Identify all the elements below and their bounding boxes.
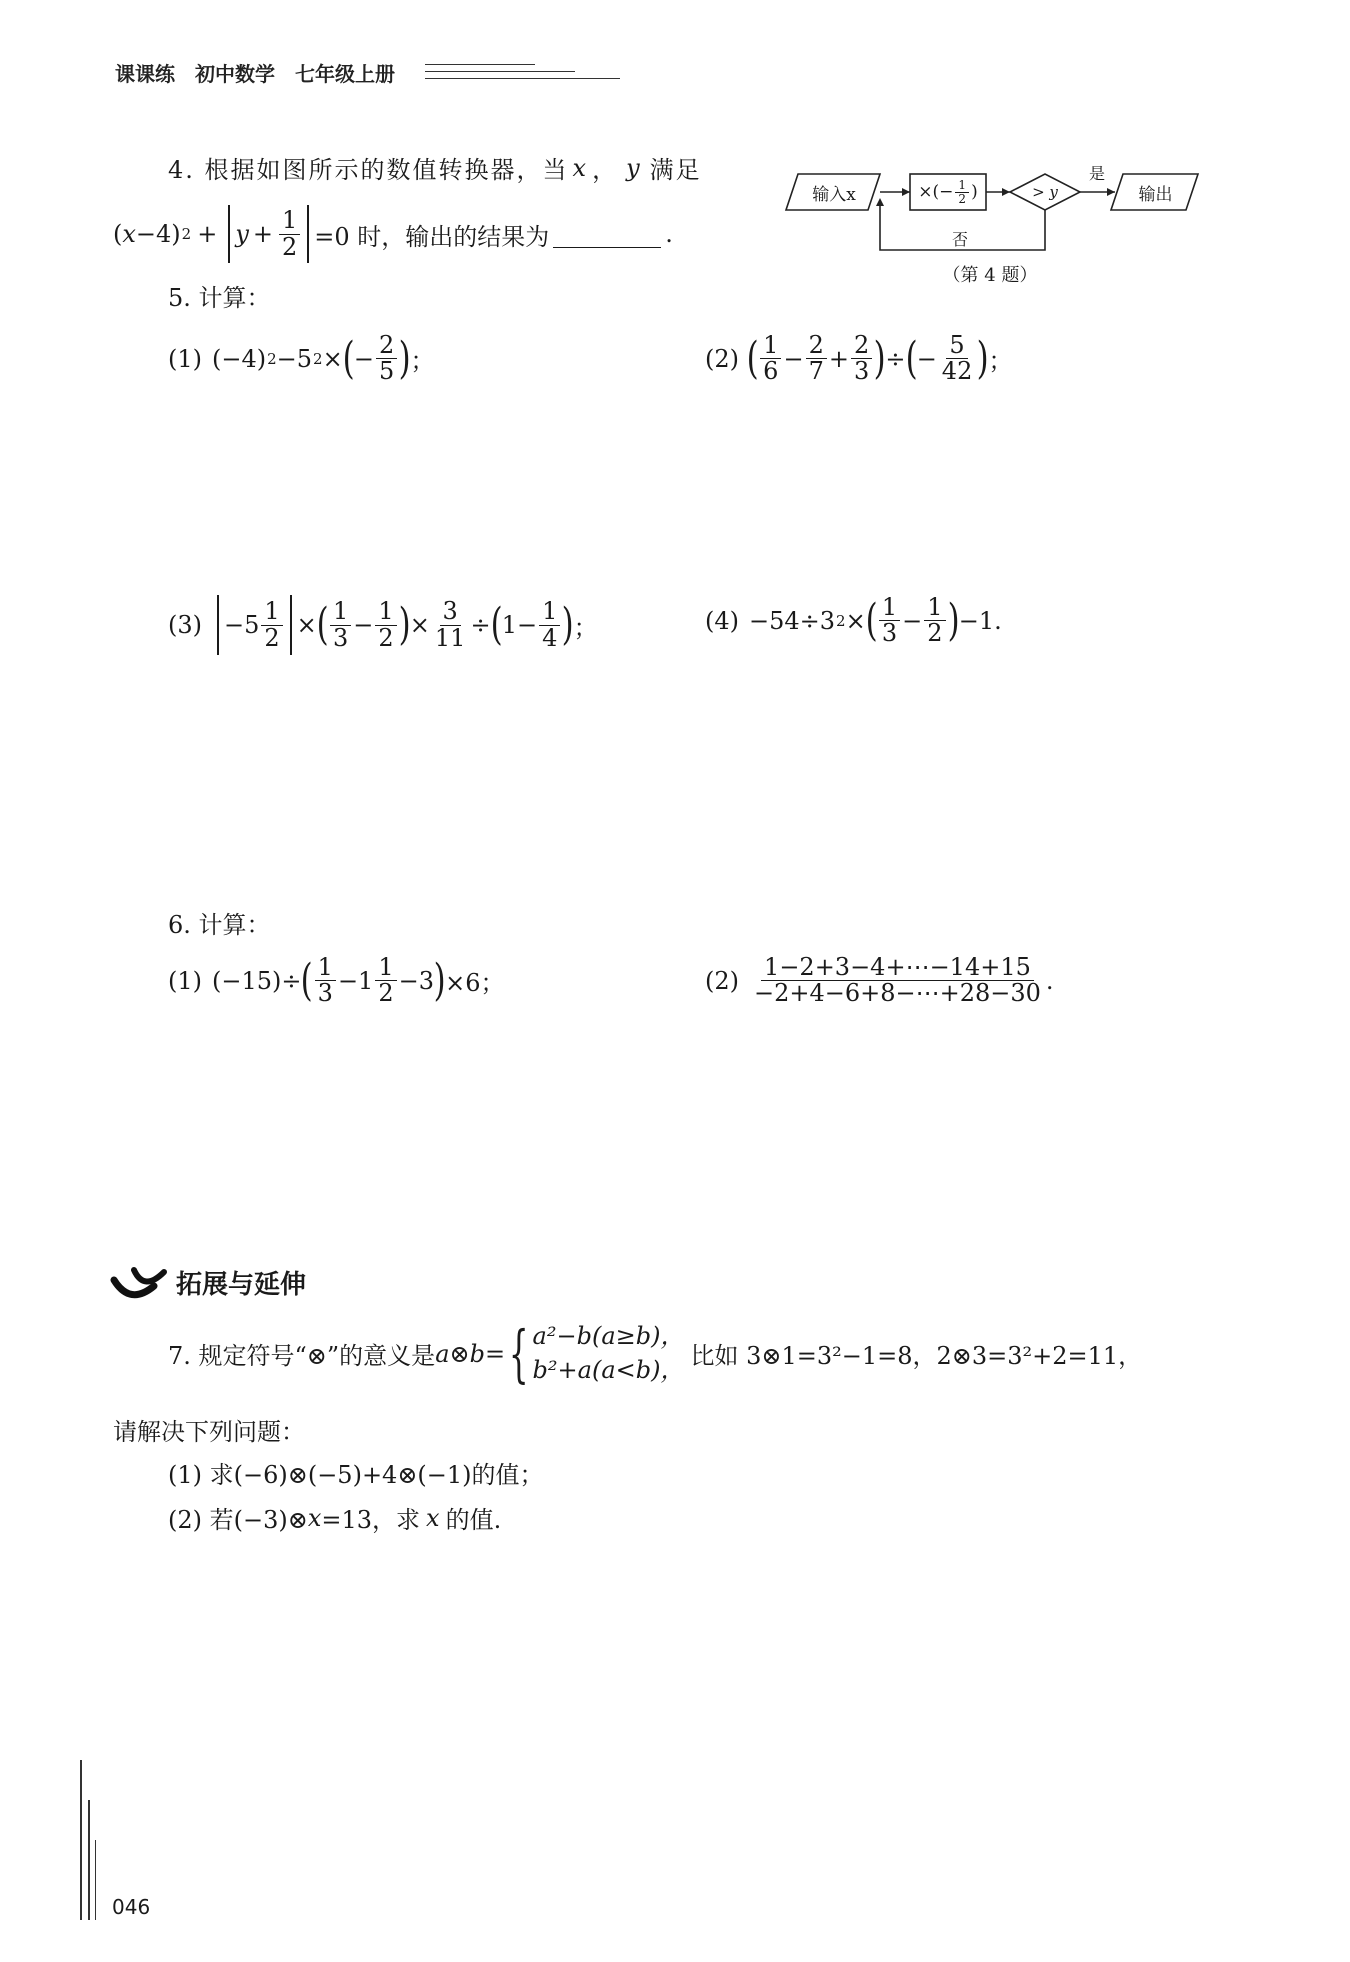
den: 2 [264,623,280,652]
end: . [1045,966,1054,995]
den: 3 [853,357,870,386]
section-swoosh-icon [110,1262,170,1302]
q5-p1-num: 2 [376,333,397,359]
q5-p2-frac3 [851,333,872,384]
q7-sub2-x: x [307,1503,322,1532]
q4-suffix: 满足 [649,156,702,184]
end: ； [988,347,1013,376]
q4-y: y [235,220,249,248]
q4-line1 [168,150,702,185]
arrow-1-head [902,188,910,196]
q4-expr-b: x [122,220,136,248]
num: 1 [375,955,396,981]
page-edge-lines [80,1760,102,1920]
frac [315,955,336,1006]
q7-eq: = [484,1339,506,1368]
arrow-yes-head [1107,188,1115,196]
den: 3 [317,979,333,1008]
paren-close: ) [561,599,575,650]
q7-lead: 7. 规定符号“⊗”的意义是 [168,1342,436,1371]
num: 1 [924,595,945,621]
q7-def-op: ⊗ [449,1339,470,1368]
q7-sub2-x2: x [426,1503,440,1532]
q5-p4-a: −54÷3 [749,606,836,635]
q5-p1-den: 5 [378,357,395,386]
q5-p1-label: (1) [168,344,202,373]
op: + [828,344,849,373]
q4-var-y: y [626,153,642,182]
q4-plus2: + [252,220,273,248]
q5-p1-c: × [322,344,343,373]
q7-sub2-a: (2) 若(−3)⊗ [168,1506,308,1534]
q5-p2-label: (2) [705,344,739,373]
paren-close: ) [976,332,989,384]
q7-case2: b²+a(a<b)， [532,1355,685,1384]
frac [432,599,469,650]
q7-line1 [168,1316,1143,1390]
num: 1 [539,599,560,625]
num: 5 [946,333,967,359]
q6-p1-a: (−15)÷ [212,966,302,995]
paren-close: ) [433,954,446,1006]
q5-part4 [705,595,1002,646]
op: × [296,611,317,639]
q4-expr-a: ( [113,220,123,248]
den: 11 [434,623,466,652]
den: 42 [941,357,973,386]
paren-close: ) [947,594,960,646]
paren-open: ( [905,332,918,384]
op-prefix: ×(− [918,182,954,202]
op: × [409,611,430,639]
q5-p1-a: (−4) [212,344,267,373]
running-header: 课课练 初中数学 七年级上册 [115,62,395,86]
q5-p2-frac2 [806,333,827,384]
den: 3 [332,623,349,652]
den: 6 [763,357,779,386]
den: 7 [808,357,824,386]
flow-condition-label: > y [1032,183,1058,201]
page-number: 046 [112,1895,151,1919]
frac [539,599,560,650]
q7-sub1: (1) 求(−6)⊗(−5)+4⊗(−1)的值； [168,1461,544,1489]
flow-yes-label: 是 [1088,163,1105,183]
q6-p2-frac [751,955,1044,1006]
q7-sub2-b: =13，求 [321,1506,421,1534]
q5-p1-e2: 2 [313,349,323,368]
q7-def-b: b [469,1339,485,1368]
q4-answer-blank[interactable] [553,221,661,248]
den: −2+4−6+8−⋯+28−30 [754,979,1041,1008]
abs-bar-right [307,205,309,263]
op: −1 [337,966,374,995]
q4-period: . [665,220,673,248]
q4-den: 2 [282,232,298,261]
op: −3 [398,966,434,995]
num: 1 [879,595,900,621]
den: 4 [542,623,558,652]
abs-bar-left [217,595,219,655]
num: 1 [330,599,351,625]
paren-open: ( [316,599,329,650]
q5-p1-e1: 2 [267,349,277,368]
num: 3 [440,599,461,625]
q4-expr-c: −4) [135,220,181,248]
num: 1 [375,599,396,625]
op: ÷ [885,344,906,373]
q4-line2 [113,205,673,263]
q7-brace: { [508,1316,529,1390]
den: 3 [881,619,898,648]
q4-tail: =0 时，输出的结果为 [314,222,550,251]
q5-p3-label: (3) [168,611,202,639]
num: 2 [806,333,827,359]
q4-prefix: 4. 根据如图所示的数值转换器，当 [168,156,569,184]
paren-open: ( [746,332,759,384]
op-fraction [955,179,969,205]
q6-part2 [705,955,1054,1006]
arrow-no-head [876,198,884,206]
end: ； [573,613,598,642]
q4-plus: + [197,220,218,248]
q4-num: 1 [279,208,300,234]
q7-case1: a²−b(a≥b)， [532,1322,685,1350]
mixed-frac [375,955,396,1006]
q5-part2 [705,333,1013,384]
frac [879,595,900,646]
q6-p1-label: (1) [168,966,202,995]
paren-open: ( [865,594,878,646]
frac [375,599,396,650]
op: − [902,606,923,635]
q7-def-a: a [435,1339,450,1368]
num: 2 [851,333,872,359]
abs-bar-left [228,205,230,263]
num: 1−2+3−4+⋯−14+15 [761,955,1034,981]
den: 2 [378,623,394,652]
op: − [916,344,937,373]
section-title: 拓展与延伸 [176,1269,307,1300]
q5-p1-b: −5 [276,344,313,373]
op: 1− [501,611,538,639]
q5-p2-frac4 [939,333,976,384]
flow-operation-label [910,174,986,210]
paren-open: ( [342,332,355,384]
q5-p4-label: (4) [705,606,739,635]
q4-comma: ， [592,156,619,184]
op: − [353,611,374,639]
q7-sub2-c: 的值. [445,1506,502,1534]
q5-p3-mixed [261,599,282,650]
q5-p1-d: − [353,344,374,373]
flow-input-label: 输入x [812,184,856,205]
q6-part1 [168,955,505,1006]
q6-title: 6. 计算： [168,911,271,939]
op: ÷ [470,611,491,639]
q5-title: 5. 计算： [168,284,271,312]
q7-cases [533,1320,685,1387]
q4-exponent: 2 [181,225,192,243]
frac [330,599,351,650]
q5-p1-end: ； [410,347,435,376]
q5-p4-exp: 2 [836,611,846,630]
num: 1 [315,955,336,981]
num: 1 [760,333,781,359]
paren-open: ( [301,954,314,1006]
header-rule-2 [425,71,575,72]
op-suffix: ) [971,182,978,202]
paren-close: ) [873,332,886,384]
end: −1. [958,606,1002,635]
op-num: 1 [955,179,969,193]
paren-open: ( [490,599,503,650]
end: ×6； [445,969,505,998]
den: 2 [378,979,394,1008]
paren-close: ) [398,332,411,384]
q7-sub2 [168,1500,501,1535]
flow-output-label: 输出 [1138,184,1173,205]
section-banner [110,1262,306,1302]
op: × [845,606,866,635]
header-rule-3 [425,78,620,79]
q5-part3 [168,595,598,655]
q5-part1 [168,333,434,384]
q4-var-x: x [572,153,589,182]
num: 1 [261,599,282,625]
q5-p1-frac [376,333,397,384]
paren-close: ) [398,599,411,650]
den: 2 [927,619,943,648]
flow-caption: （第 4 题） [942,265,1038,286]
q5-p2-frac1 [760,333,781,384]
frac [924,595,945,646]
header-rule-1 [425,64,535,65]
q7-line2: 请解决下列问题： [113,1418,305,1446]
op-den: 2 [958,191,967,206]
q4-fraction [279,208,300,259]
flowchart [780,160,1220,290]
q7-example: 比如 3⊗1=3²−1=8，2⊗3=3²+2=11， [690,1342,1143,1371]
flow-no-label: 否 [951,229,968,249]
q6-p2-label: (2) [705,966,739,995]
abs-bar-right [290,595,292,655]
op: − [783,344,804,373]
q5-p3-neg: −5 [224,611,260,639]
